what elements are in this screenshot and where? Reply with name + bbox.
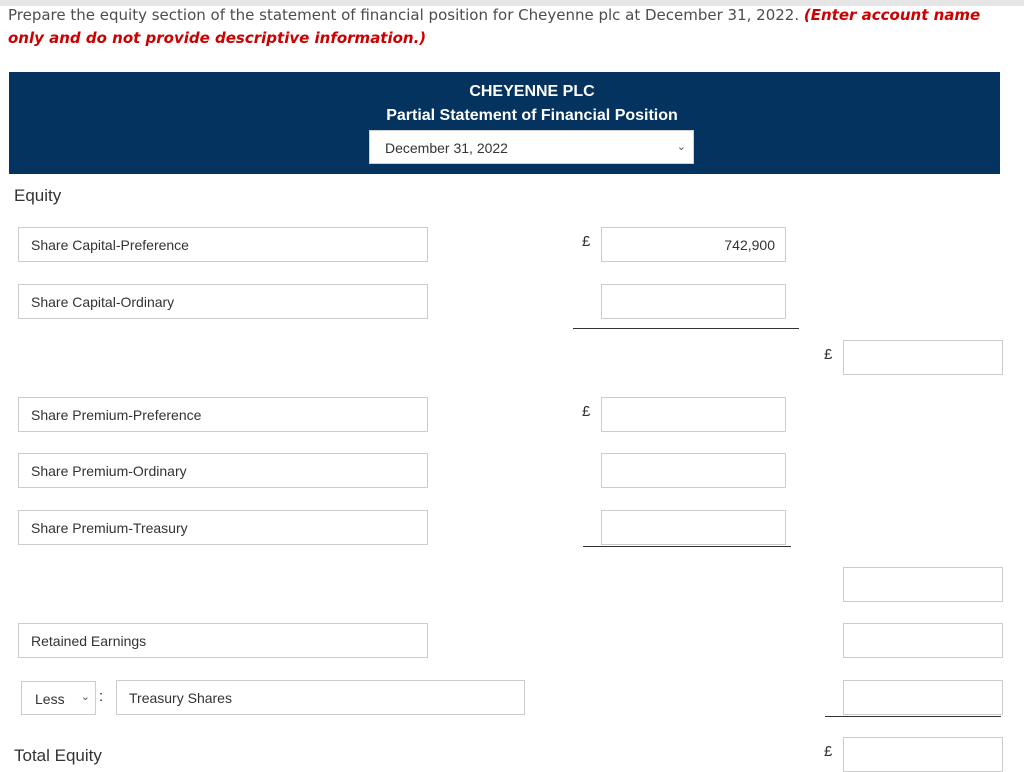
instructions-text: Prepare the equity section of the statement of financial position for Cheyenne plc at December 31, 2022. <box>8 6 800 24</box>
amount-input[interactable] <box>601 510 786 545</box>
less-select-value: Less <box>35 691 65 707</box>
treasury-amount-input[interactable] <box>843 680 1003 715</box>
separator-colon: : <box>99 688 104 705</box>
treasury-account-input[interactable]: Treasury Shares <box>116 680 525 715</box>
instructions <box>8 4 1008 50</box>
account-name-input[interactable]: Share Premium-Treasury <box>18 510 428 545</box>
subtotal-input[interactable] <box>843 340 1003 375</box>
chevron-down-icon: ⌄ <box>676 141 686 153</box>
company-name: CHEYENNE PLC <box>469 83 595 100</box>
total-equity-input[interactable] <box>843 737 1003 772</box>
account-name-input[interactable]: Share Premium-Ordinary <box>18 453 428 488</box>
underline-rule <box>825 716 1001 717</box>
currency-symbol: £ <box>582 233 591 250</box>
date-select-value: December 31, 2022 <box>385 140 508 156</box>
underline-rule <box>583 546 791 547</box>
account-name-input[interactable]: Share Capital-Ordinary <box>18 284 428 319</box>
statement-title: Partial Statement of Financial Position <box>386 107 678 124</box>
currency-symbol: £ <box>824 743 833 760</box>
currency-symbol: £ <box>824 346 833 363</box>
currency-symbol: £ <box>582 403 591 420</box>
subtotal-input[interactable] <box>843 623 1003 658</box>
instructions-highlight: (Enter account name only and do not provide descriptive information.) <box>8 6 981 47</box>
amount-input[interactable] <box>601 284 786 319</box>
subtotal-input[interactable] <box>843 567 1003 602</box>
account-name-input[interactable]: Share Capital-Preference <box>18 227 428 262</box>
chevron-down-icon: ⌄ <box>80 691 90 703</box>
account-name-input[interactable]: Share Premium-Preference <box>18 397 428 432</box>
date-select[interactable] <box>369 130 694 164</box>
equity-label: Equity <box>14 186 62 205</box>
amount-input[interactable] <box>601 397 786 432</box>
amount-input[interactable] <box>601 453 786 488</box>
amount-input[interactable]: 742,900 <box>601 227 786 262</box>
account-name-input[interactable]: Retained Earnings <box>18 623 428 658</box>
less-select[interactable] <box>21 681 96 715</box>
total-equity-label: Total Equity <box>14 746 102 765</box>
underline-rule <box>573 328 799 329</box>
